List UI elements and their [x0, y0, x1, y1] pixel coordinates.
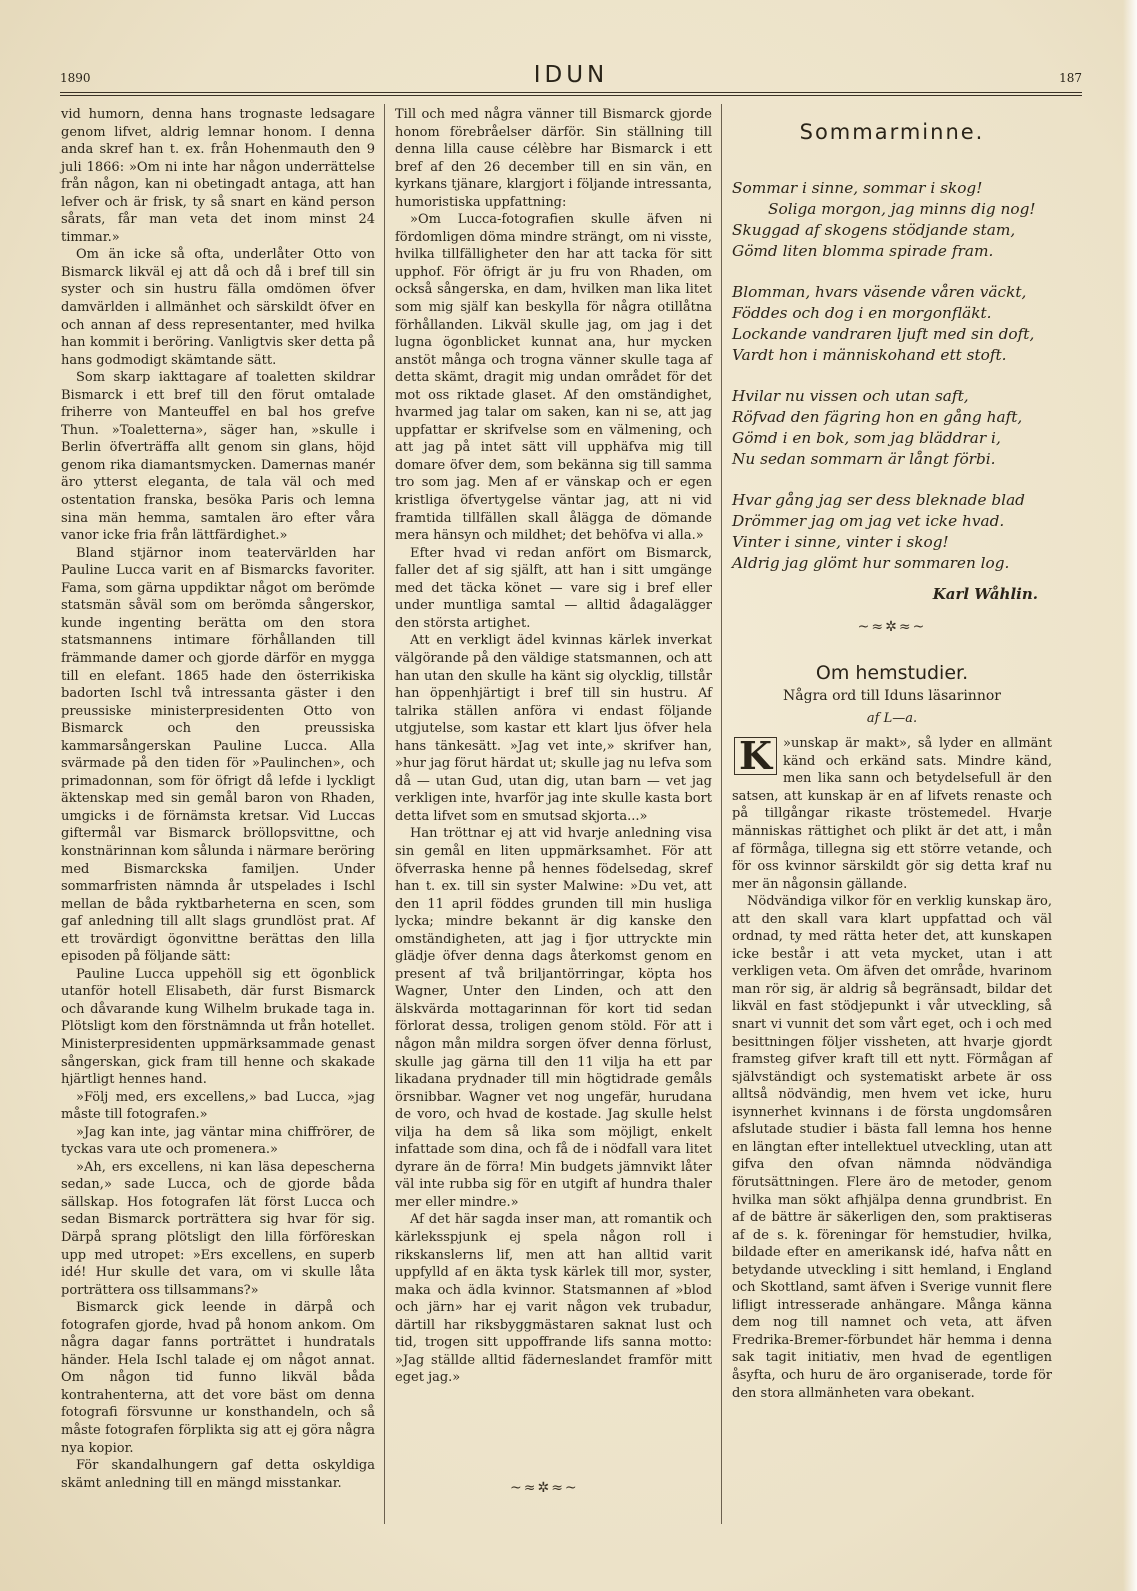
poem-line: Gömd liten blomma spirade fram.: [732, 241, 994, 260]
poem-line: Vardt hon i människohand ett stoft.: [732, 345, 1007, 364]
paragraph: Att en verkligt ädel kvinnas kärlek inverkat välgörande på den väldige statsmannen, och att han utan den skulle ha känt sig olycklig, tillstår han öppenhjärtigt i bref till sin hustru. Af talrika ställen anföra vi endast följande utgjutelse, som kastar ett klart ljus öfver hela hans tänkesätt. »Jag vet inte,» skrifver han, »hur jag förut härdat ut; skulle jag nu lefva som då — utan Gud, utan dig, utan barn — vet jag verkligen inte, hvarför jag inte skulle kasta bort detta lifvet som en smutsad skjorta...»: [395, 633, 712, 824]
poem-line: Nu sedan sommarn är långt förbi.: [732, 449, 996, 468]
article-subtitle: Några ord till Iduns läsarinnor: [783, 688, 1001, 705]
paragraph: Af det här sagda inser man, att romantik och kärleksspjunk ej spela någon roll i rikskanslerns lif, men att han alltid varit uppfylld af en äkta tysk kärlek till mor, syster, maka och ädla kvinnor. Statsmannen af »blod och järn» har ej varit någon vek trubadur, därtill har riksbyggmästaren saknat lust och tid, trogen sitt uppoffrande lifs sanna motto: »Jag ställde alltid fäderneslandet framför mitt eget jag.»: [395, 1212, 712, 1386]
article-byline: af L—a.: [866, 710, 918, 726]
poem-line: Hvilar nu vissen och utan saft,: [732, 386, 969, 405]
poem-line: Vinter i sinne, vinter i skog!: [732, 532, 949, 551]
column-divider: [384, 104, 385, 1524]
paragraph: Nödvändiga vilkor för en verklig kunskap äro, att den skall vara klart uppfattad och väl ordnad, ty med rätta heter det, att kunskapen icke består i att veta mycket, utan i att verkligen veta. Om äfven det område, hvarinom man rör sig, är aldrig så begränsadt, bildar det likväl en fast stödjepunkt i vår utveckling, så snart vi vunnit det som vårt eget, och i och med besittningen följer vissheten, att hvarje gjordt framsteg gifver kraft till ett nytt. Förmågan af självständigt och systematiskt arbete är oss alltså nödvändig, men hvem vet icke, huru isynnerhet kvinnans i de första ungdomsåren afslutade studier i bästa fall lemna hos henne en längtan efter intellektuel utveckling, utan att gifva den ofvan nämnda nödvändiga förutsättningen. Flere äro de metoder, genom hvilka man sökt afhjälpa denna grundbrist. En af de bättre är säkerligen den, som praktiseras af de s. k. föreningar för hemstudier, hvilka, bildade efter en amerikansk idé, hafva nått en betydande utveckling i sitt hemland, i England och Skottland, samt äfven i Sverige vunnit flere lifligt intresserade anhängare. Många känna dem nog till namnet och veta, att äfven Fredrika-Bremer-förbundet här hemma i denna sak tagit initiativ, men hvad de egentligen åsyfta, och huru de äro organiserade, torde för den stora allmänheten vara obekant.: [732, 894, 1052, 1401]
page-number: 187: [1059, 71, 1082, 85]
scan-edge: [1123, 0, 1137, 1591]
header-rule: [60, 92, 1082, 96]
poem-line: Soliga morgon, jag minns dig nog!: [768, 199, 1036, 218]
paragraph: Om än icke så ofta, underlåter Otto von Bismarck likväl ej att då och då i bref till sin syster och sin hustru fälla omdömen öfver damvärlden i allmänhet och särskildt öfver en och annan af dess representanter, med hvilka han kommit i beröring. Vanligtvis sker detta på hans godmodigt skämtande sätt.: [61, 247, 375, 368]
paragraph: Pauline Lucca uppehöll sig ett ögonblick utanför hotell Elisabeth, där furst Bismarck och dåvarande kung Wilhelm brukade taga in. Plötsligt kom den förstnämnda ut från hotellet. Ministerpresidenten uppmärksammade genast sångerskan, gick fram till henne och skakade hjärtligt hennes hand.: [61, 966, 375, 1088]
column-2: [395, 106, 712, 1387]
column-3: [732, 106, 1052, 1402]
poem-stanza: [732, 178, 1052, 262]
column-1: [61, 106, 375, 1492]
paragraph: »Jag kan inte, jag väntar mina chiffrörer, de tyckas vara ute och promenera.»: [61, 1124, 375, 1158]
poem-author: Karl Wåhlin.: [932, 584, 1038, 603]
opening-quote: »: [783, 736, 791, 752]
page-header: [60, 62, 1082, 92]
paragraph: vid humorn, denna hans trognaste ledsagare genom lifvet, aldrig lemnar honom. I denna anda skref han t. ex. från Hohenmauth den 9 juli 1866: »Om ni inte har någon underrättelse från någon, kan ni obetingadt antaga, att han lefver och är frisk, ty så snart en känd person sårats, får man veta det inom minst 24 timmar.»: [61, 107, 375, 245]
paragraph: »Ah, ers excellens, ni kan läsa depescherna sedan,» sade Lucca, och de gjorde båda sällskap. Hos fotografen lät först Lucca och sedan Bismarck porträttera sig hvar för sig. Därpå sprang plötsligt den lilla förföreskan upp med utropet: »Ers excellens, en superb idé! Hur skulle det vara, om vi skulle låta porträttera oss tillsammans?»: [61, 1159, 375, 1298]
paragraph: Efter hvad vi redan anfört om Bismarck, faller det af sig själft, att han i sitt umgänge med det täcka könet — vare sig i bref eller under muntliga samtal — alltid ådagalägger den största artighet.: [395, 545, 712, 631]
poem-line: Aldrig jag glömt hur sommaren log.: [732, 553, 1010, 572]
poem-stanza: [732, 490, 1052, 574]
paragraph: Han tröttnar ej att vid hvarje anledning visa sin gemål en liten uppmärksamhet. För att öfverraska henne på hennes födelsedag, skref han t. ex. till sin syster Malwine: »Du vet, att den 11 april föddes grunden till min husliga lycka; mindre bekannt är dig kanske den omständigheten, att jag i fjor uttryckte min glädje öfver denna dags återkomst genom en present af två briljantörringar, köpta hos Wagner, Unter den Linden, och att den älskvärda mottagarinnan för kort tid sedan förlorat dessa, troligen genom stöld. För att i någon mån mildra sorgen öfver denna förlust, skulle jag gärna till den 11 vilja ha ett par likadana prydnader till min högtidrade gemåls örsnibbar. Wagner vet nog ungefär, hurudana de voro, och hvad de kostade. Jag skulle helst vilja ha dem så lika som möjligt, enkelt infattade som dina, och få de i nödfall vara litet dyrare än de förra! Min budgets jämnvikt låter väl inte rubba sig för en utgift af hundra thaler mer eller mindre.»: [395, 826, 712, 1210]
paragraph: Som skarp iakttagare af toaletten skildrar Bismarck i ett bref till den förut omtalade friherre von Manteuffel en bal hos grefve Thun. »Toaletterna», säger han, »skulle i Berlin öfverträffa allt genom sin glans, höjd genom rika diamantsmycken. Damernas manér äro ytterst eleganta, de tala väl och med ostentation franska, besöka Paris och lemna sina män hemma, samtalen äro efter våra vanor icke fria från lättfärdighet.»: [61, 370, 375, 544]
drop-cap: K: [734, 737, 777, 775]
poem-line: Drömmer jag om jag vet icke hvad.: [732, 511, 1005, 530]
paragraph: »Om Lucca-fotografien skulle äfven ni fördomligen döma mindre strängt, om ni visste, hvilka tillfälligheter den har att tacka för sitt upphof. För öfrigt är ju fru von Rhaden, om också sångerska, en dam, hvilken man lika litet som mig själf kan beskylla för några otillåtna förhållanden. Likväl skulle jag, om jag i det lugna ögonblicket kunnat ana, hur mycken anstöt många och trogna vänner skulle taga af detta skämt, dragit mig undan området för det mot oss riktade glaset. Af den omständighet, hvarmed jag talar om saken, kan ni se, att jag uppfattar er skrifvelse som en välmening, och att jag på intet sätt vill upphäfva mig till domare öfver dem, som bekänna sig till samma tro som jag. Men af er vänskap och er egen kristliga öfvertygelse väntar jag, att ni vid framtida tillfällen skall ålägga de dömande mera hänsyn och mildhet; det behöfva vi alla.»: [395, 212, 712, 544]
poem-line: Skuggad af skogens stödjande stam,: [732, 220, 1016, 239]
poem-line: Röfvad den fägring hon en gång haft,: [732, 407, 1023, 426]
masthead-title: IDUN: [533, 62, 609, 88]
header-year: 1890: [60, 71, 91, 85]
ornament-divider: ~≈✲≈~: [857, 619, 927, 636]
paragraph-text: unskap är makt», så lyder en allmänt känd och erkänd sats. Mindre känd, men lika sann och betydelsefull är den satsen, att kunskap är en af lifvets renaste och på tillgångar rikaste tröstemedel. Hvarje människas rättighet och plikt är det att, i mån af förmåga, tillegna sig ett större vetande, och för oss kvinnor särskildt gör sig detta kraf nu mer än någonsin gällande.: [732, 736, 1052, 892]
column-divider: [721, 104, 722, 1524]
poem-title: Sommarminne.: [799, 120, 985, 144]
poem-line: Gömd i en bok, som jag bläddrar i,: [732, 428, 1001, 447]
article-title: Om hemstudier.: [815, 661, 969, 684]
poem-stanza: [732, 386, 1052, 470]
poem-line: Sommar i sinne, sommar i skog!: [732, 178, 983, 197]
poem-line: Hvar gång jag ser dess bleknade blad: [732, 490, 1025, 509]
paragraph: Till och med några vänner till Bismarck gjorde honom förebråelser därför. Sin ställning till denna lilla cause célèbre har Bismarck i ett bref af den 26 december till en sin vän, en kyrkans tjänare, klargjort i följande intressanta, humoristiska uppfattning:: [395, 107, 712, 210]
ornament-bottom: ~≈✲≈~: [510, 1480, 579, 1496]
article-first-paragraph: [732, 735, 1052, 893]
poem-stanza: [732, 282, 1052, 366]
paragraph: Bismarck gick leende in därpå och fotografen gjorde, hvad på honom ankom. Om några dagar fanns porträttet i hundratals händer. Hela Ischl talade ej om något annat. Om någon tid funno likväl båda kontrahenterna, att det vore bäst om denna fotografi försvunne ur konsthandeln, och så måste fotografen förplikta sig att ej göra några nya kopior.: [61, 1300, 375, 1456]
paragraph: För skandalhungern gaf detta oskyldiga skämt anledning till en mängd misstankar.: [61, 1458, 375, 1491]
paragraph: Bland stjärnor inom teatervärlden har Pauline Lucca varit en af Bismarcks favoriter. Fama, som gärna uppdiktar något om berömde statsmän såväl som om berömda sångerskor, kunde ingenting berätta om den stora statsmannens intimare förhållanden till främmande damer och gjorde därför en mygga till en elefant. 1865 hade den österrikiska badorten Ischl två intressanta gäster i den preussiske ministerpresidenten Otto von Bismarck och den preussiska kammarsångerskan Pauline Lucca. Alla svärmade på den tiden för »Paulinchen», och primadonnan, som för öfrigt då lefde i lyckligt äktenskap med sin gemål baron von Rhaden, umgicks i de förnämsta kretsar. Vid Luccas giftermål var Bismarck bröllopsvittne, och konstnärinnan kom sålunda i närmare beröring med Bismarckska familjen. Under sommarfristen nämnda år utspelades i Ischl mellan de båda ryktbarheterna en scen, som gaf anledning till allt slags grundlöst prat. Af ett trovärdigt ögonvittne berättas den lilla episoden på följande sätt:: [61, 545, 375, 965]
poem-line: Blomman, hvars väsende våren väckt,: [732, 282, 1027, 301]
paragraph: »Följ med, ers excellens,» bad Lucca, »jag måste till fotografen.»: [61, 1089, 375, 1123]
poem-line: Föddes och dog i en morgonfläkt.: [732, 303, 992, 322]
poem-line: Lockande vandraren ljuft med sin doft,: [732, 324, 1035, 343]
